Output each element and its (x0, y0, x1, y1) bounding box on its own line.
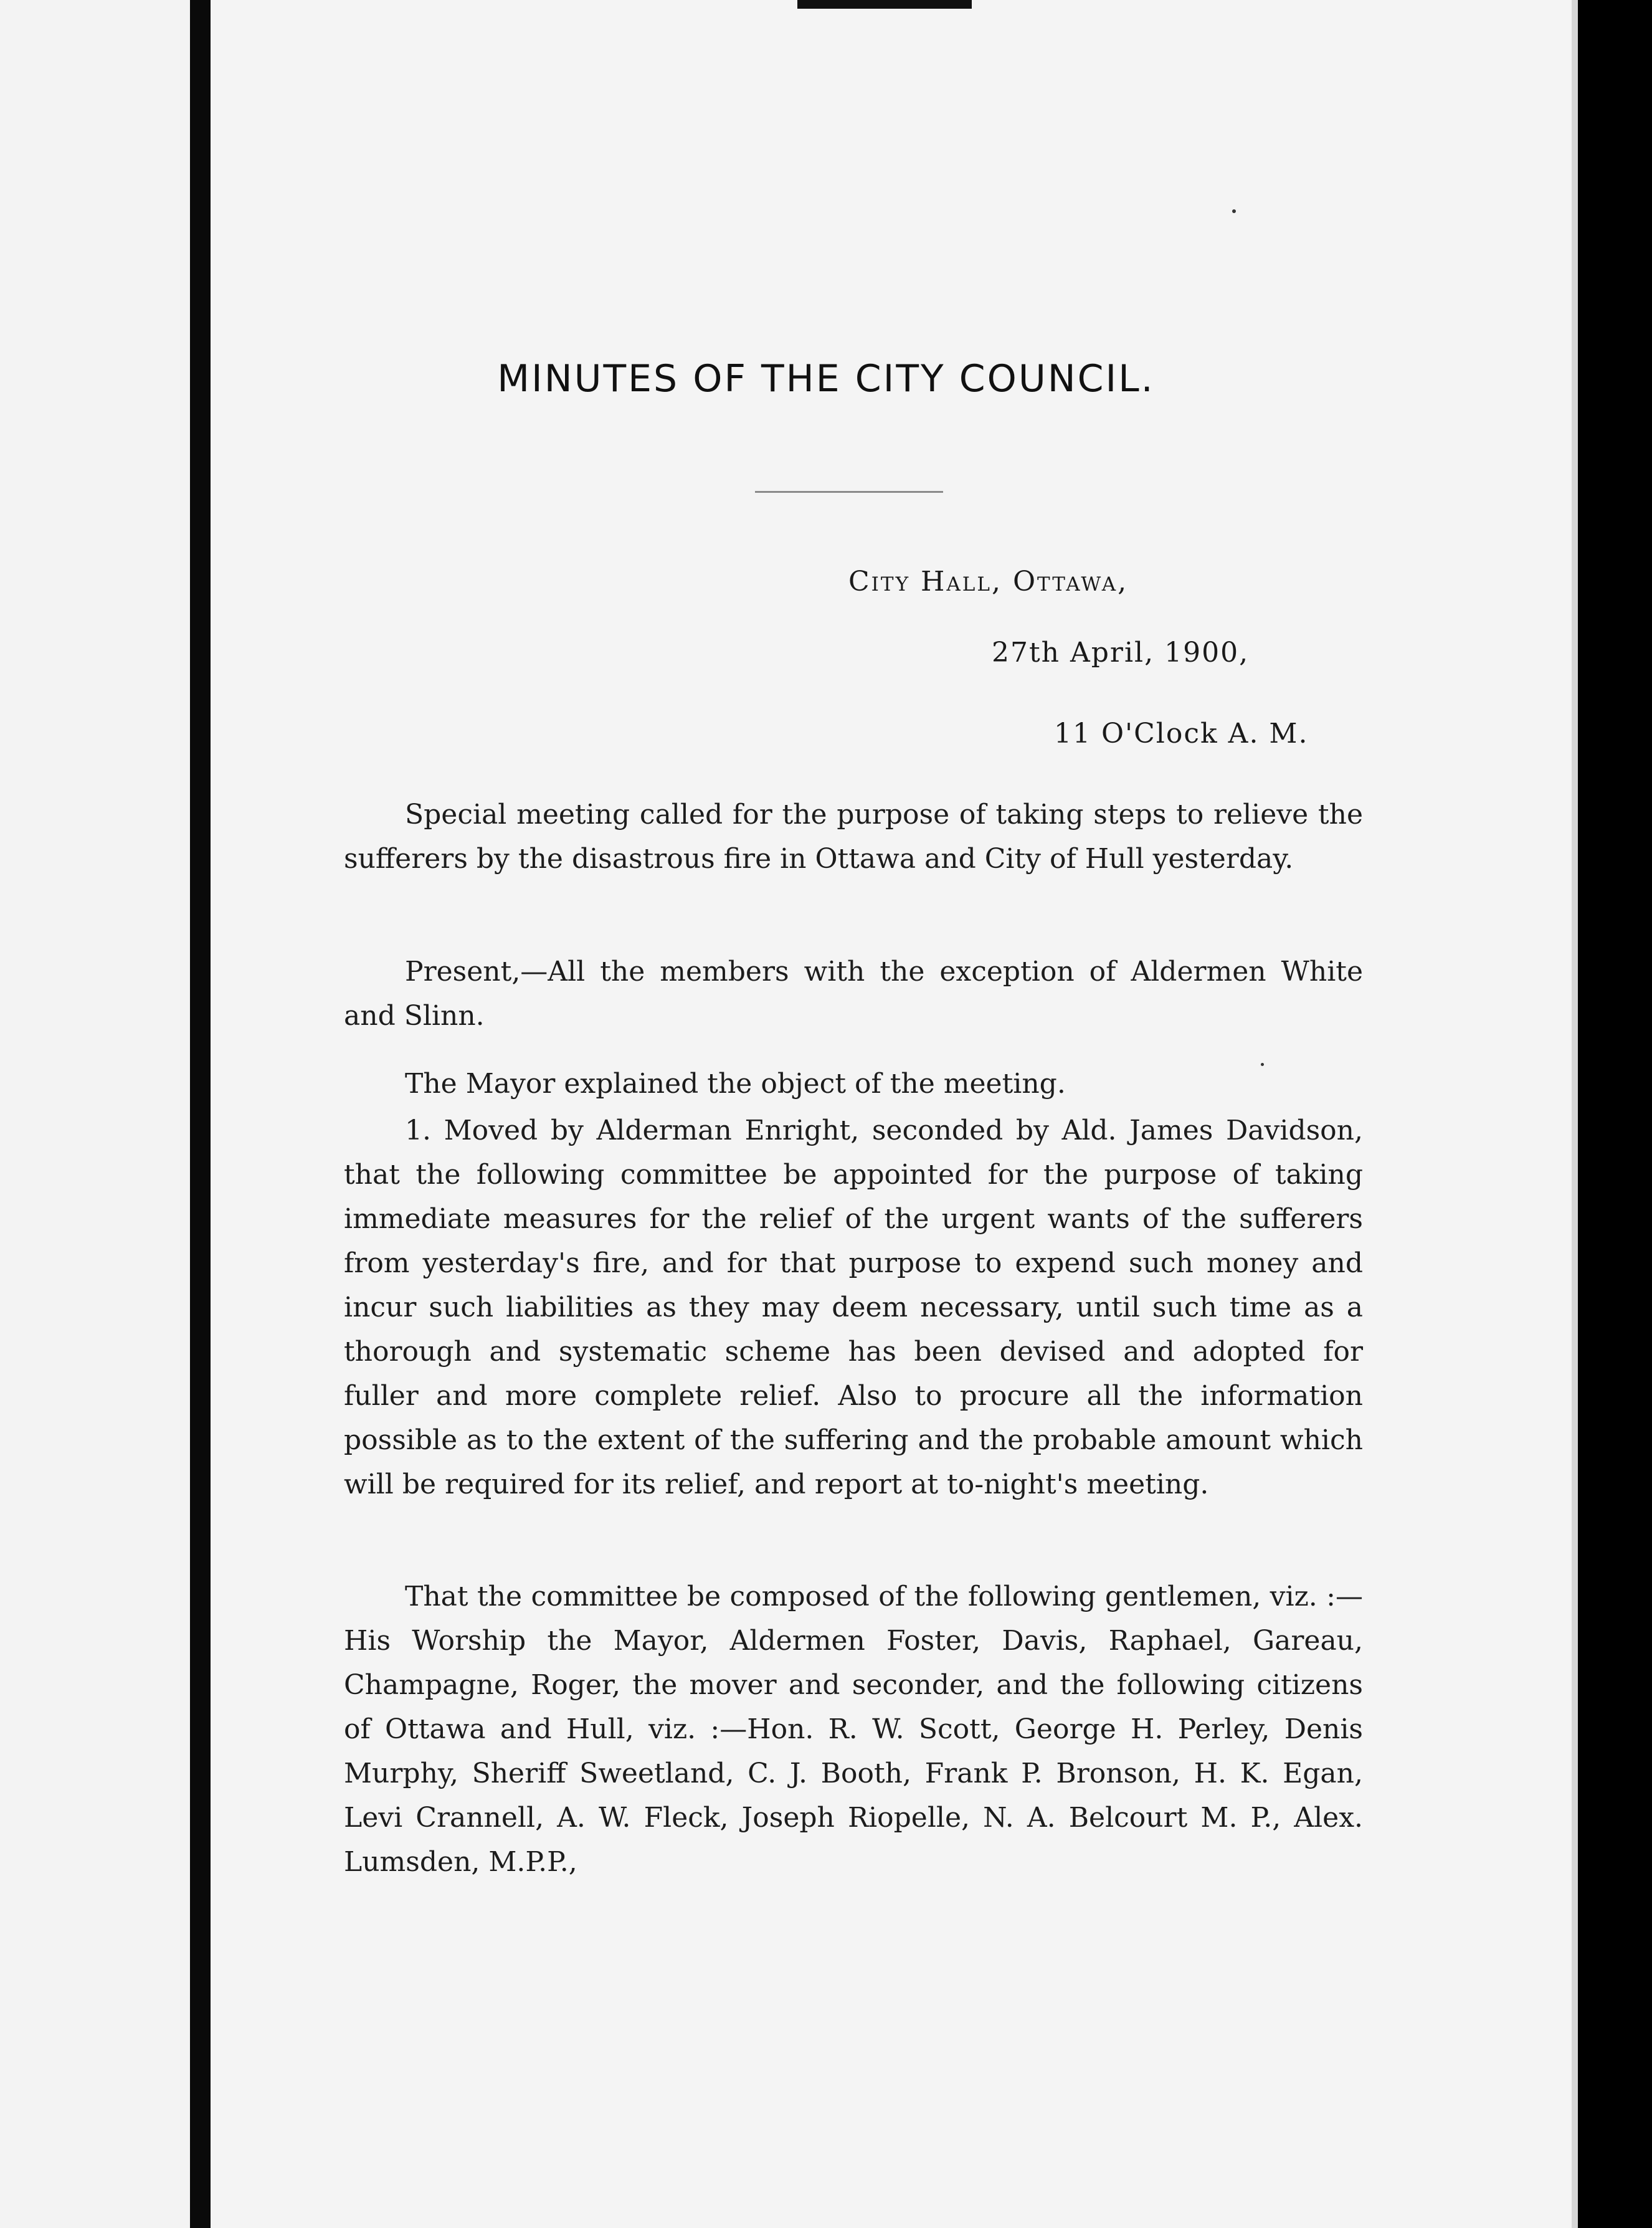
facing-page (0, 0, 190, 2228)
dateline-place: City Hall, Ottawa, (848, 566, 1129, 597)
book-gutter (190, 0, 211, 2228)
paragraph-purpose: Special meeting called for the purpose of taking steps to relieve the sufferers by the disastrous fire in Ottawa and City of Hull yesterday. (344, 799, 1363, 875)
title-divider (755, 491, 943, 493)
dateline-date: 27th April, 1900, (992, 637, 1250, 669)
paragraph-mayor: The Mayor explained the object of the meeting. (405, 1068, 1066, 1100)
paragraph-committee: That the committee be composed of the following gentlemen, viz. :—His Worship the Mayor, Aldermen Foster, Davis, Raphael, Gareau, Champagne, Roger, the mover and seconder, and the following citizens of Ottawa and Hull, viz. :—Hon. R. W. Scott, George H. Perley, Denis Murphy, Sheriff Sweetland, C. J. Booth, Frank P. Bronson, H. K. Egan, Levi Crannell, A. W. Fleck, Joseph Riopelle, N. A. Belcourt M. P., Alex. Lumsden, M.P.P., (344, 1581, 1363, 1878)
page-top-shadow (797, 0, 972, 9)
paragraph-motion: 1. Moved by Alderman Enright, seconded by Ald. James Davidson, that the following committee be appointed for the purpose of taking immediate measures for the relief of the urgent wants of the sufferers from yesterday's fire, and for that purpose to expend such money and incur such liabilities as they may deem necessary, until such time as a thorough and systematic scheme has been devised and adopted for fuller and more complete relief. Also to procure all the information possible as to the extent of the suffering and the probable amount which will be required for its relief, and report at to-night's meeting. (344, 1115, 1363, 1500)
paragraph-present: Present,—All the members with the exception of Aldermen White and Slinn. (344, 956, 1363, 1032)
page-edge (1572, 0, 1578, 2228)
scan-speck (1232, 209, 1236, 213)
scan-speck (1261, 1063, 1264, 1066)
dateline-time: 11 O'Clock A. M. (1054, 718, 1309, 750)
document-title: MINUTES OF THE CITY COUNCIL. (497, 357, 1155, 401)
